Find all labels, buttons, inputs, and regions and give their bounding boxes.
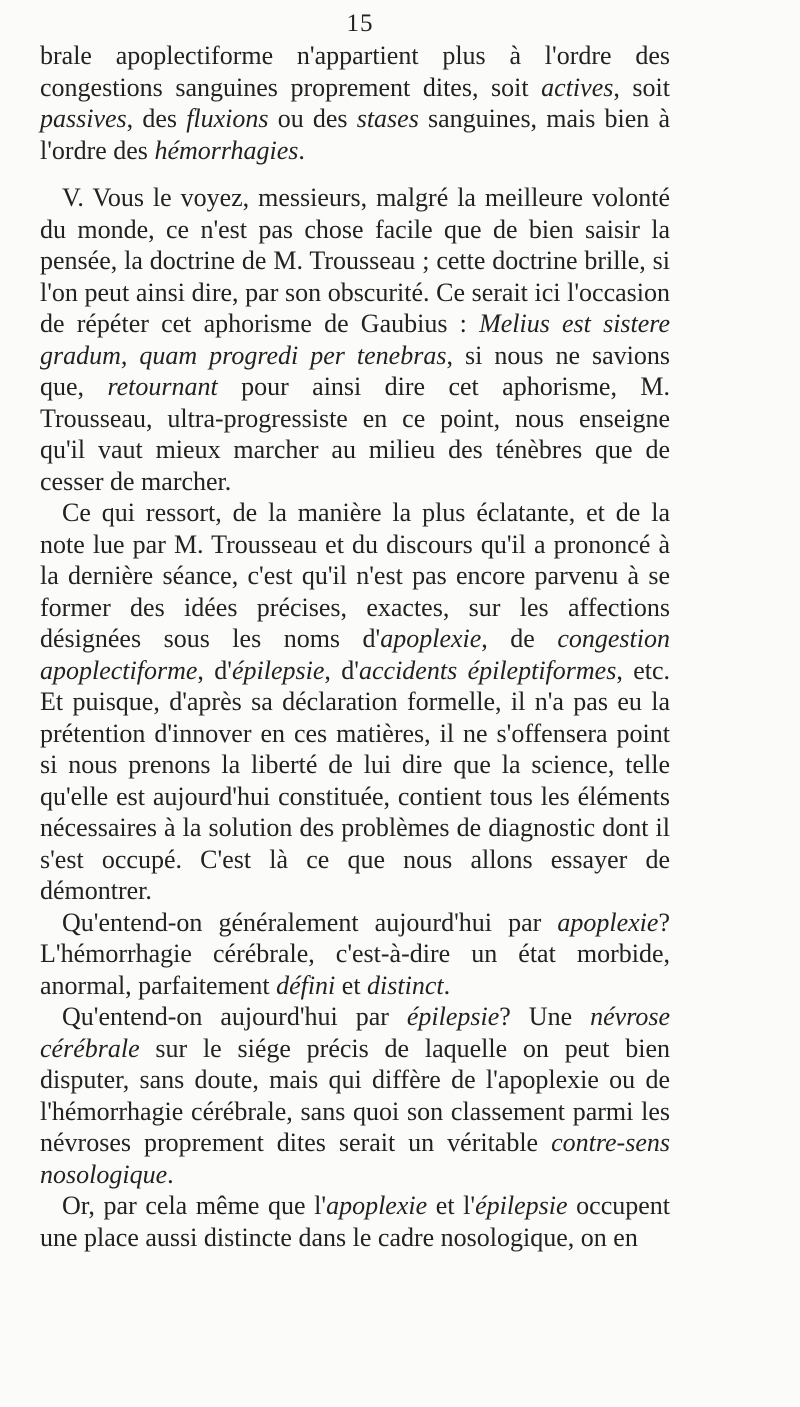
paragraph-fragment-start: brale apoplectiforme n'appartient plus à l'ordre des congestions sanguines proprement dites, soit actives, soit passives, des fluxions ou des stases sanguines, mais bien à l'ordre des hémorrhagies.	[40, 41, 670, 165]
paragraph-or: Or, par cela même que l'apoplexie et l'épilepsie occupent une place aussi distincte dans le cadre nosologique, on en	[40, 1191, 670, 1252]
bottom-margin	[40, 1253, 670, 1293]
paragraph-apoplexie: Qu'entend-on généralement aujourd'hui par apoplexie? L'hémorrhagie cérébrale, c'est-à-dire un état morbide, anormal, parfaitement défini et distinct.	[40, 907, 670, 1000]
paragraph-ce-qui-ressort: Ce qui ressort, de la manière la plus éclatante, et de la note lue par M. Trousseau et du discours qu'il a prononcé à la dernière séance, c'est qu'il n'est pas encore parvenu à se former des idées précises, exactes, sur les affections désignées sous les noms d'apoplexie, de congestion apoplectiforme, d'épilepsie, d'accidents épileptiformes, etc. Et puisque, d'après sa déclaration formelle, il n'a pas eu la prétention d'innover en ces matières, il ne s'offensera point si nous prenons la liberté de lui dire que la science, telle qu'elle est aujourd'hui constituée, contient tous les éléments nécessaires à la solution des problèmes de diagnostic dont il s'est occupé. C'est là ce que nous allons essayer de démontrer.	[40, 498, 671, 905]
body-text	[40, 40, 670, 1293]
paragraph-section-v: V. Vous le voyez, messieurs, malgré la meilleure volonté du monde, ce n'est pas chose facile que de bien saisir la pensée, la doctrine de M. Trousseau ; cette doctrine brille, si l'on peut ainsi dire, par son obscurité. Ce serait ici l'occasion de répéter cet aphorisme de Gaubius : Melius est sistere gradum, quam progredi per tenebras, si nous ne savions que, retournant pour ainsi dire cet aphorisme, M. Trousseau, ultra-progressiste en ce point, nous enseigne qu'il vaut mieux marcher au milieu des ténèbres que de cesser de marcher.	[40, 183, 671, 496]
section-gap	[40, 166, 670, 182]
paragraph-epilepsie: Qu'entend-on aujourd'hui par épilepsie? Une névrose cérébrale sur le siége précis de laquelle on peut bien disputer, sans doute, mais qui diffère de l'apoplexie ou de l'hémorrhagie cérébrale, sans quoi son classement parmi les névroses proprement dites serait un véritable contre-sens nosologique.	[40, 1002, 671, 1189]
page-number: 15	[346, 10, 374, 37]
